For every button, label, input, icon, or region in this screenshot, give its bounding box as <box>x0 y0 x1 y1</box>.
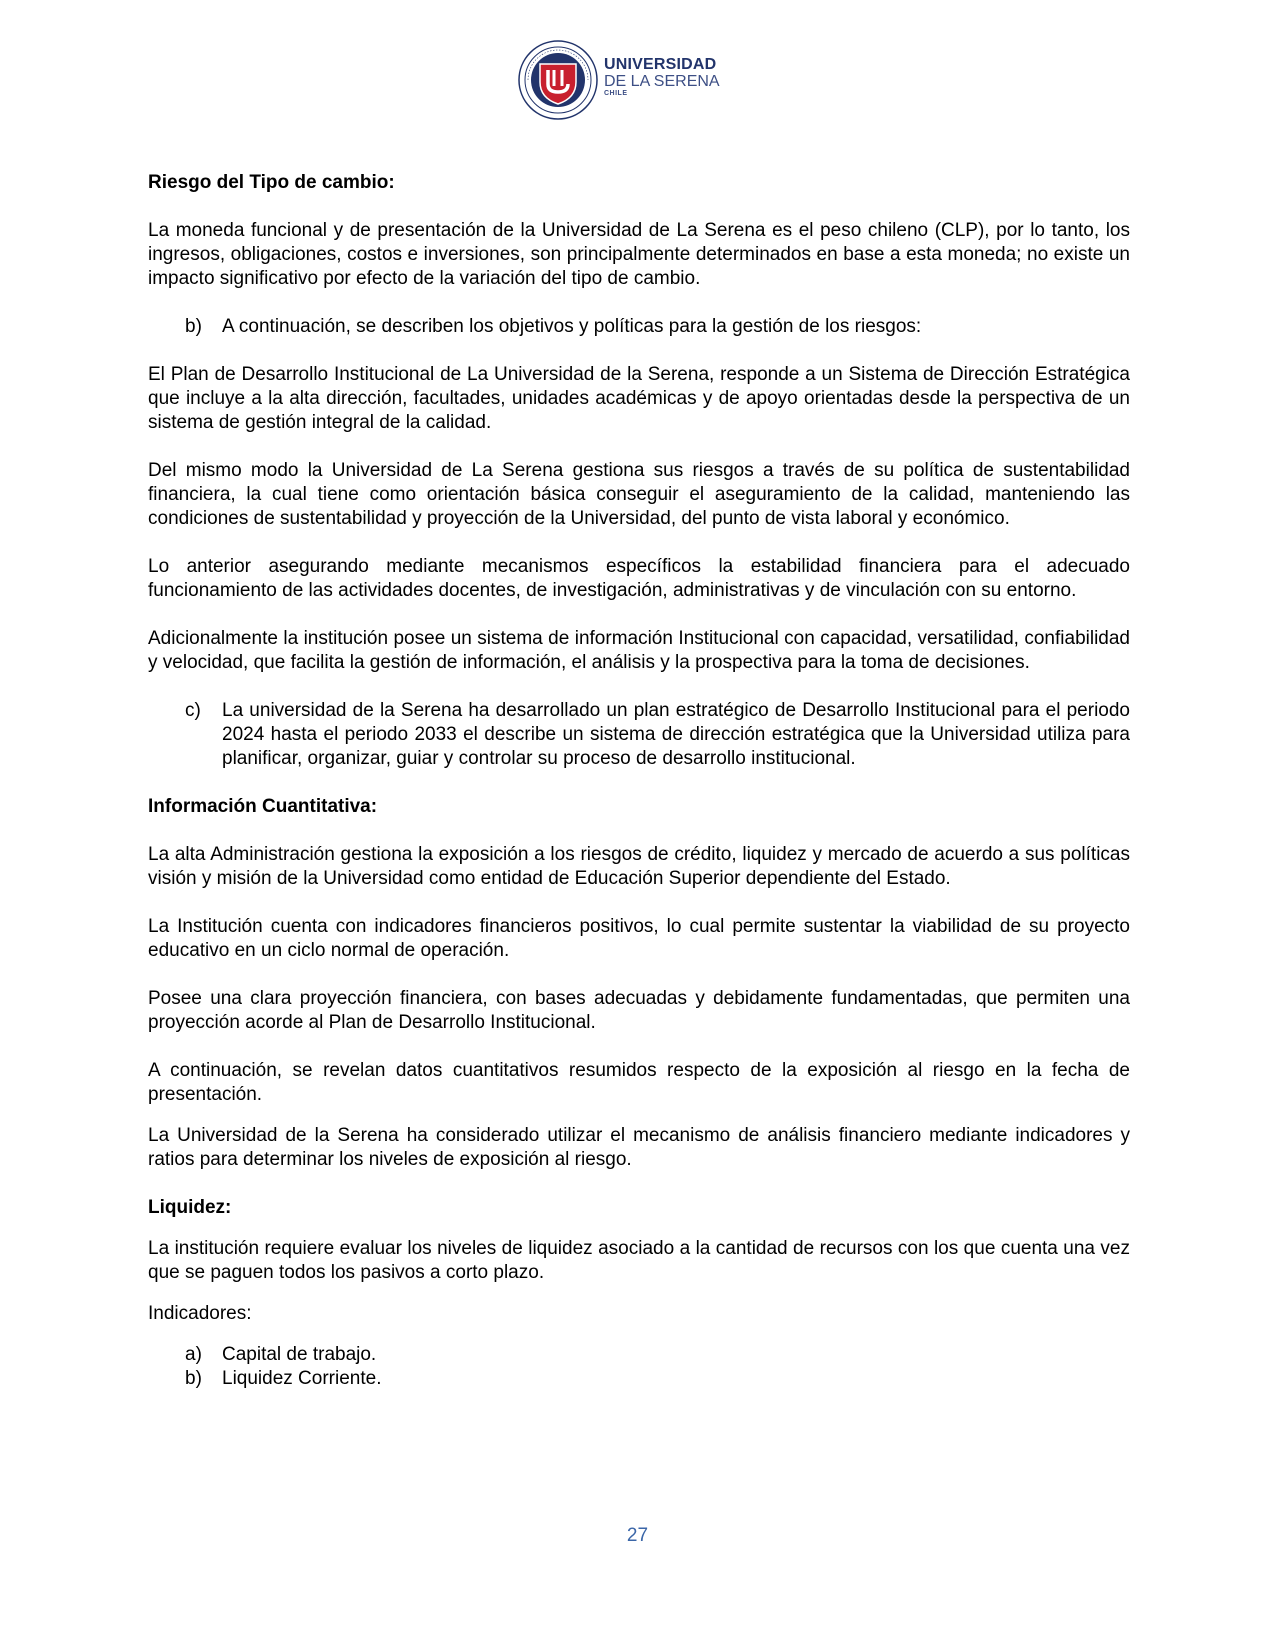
logo-line-universidad: UNIVERSIDAD <box>604 56 717 73</box>
paragraph-revelan: A continuación, se revelan datos cuantitativos resumidos respecto de la exposición al riesgo en la fecha de presentación. <box>148 1060 1130 1105</box>
heading-informacion-cuantitativa: Información Cuantitativa: <box>148 796 378 817</box>
heading-liquidez: Liquidez: <box>148 1197 232 1218</box>
logo-line-chile: CHILE <box>604 90 628 97</box>
document-body <box>148 171 1130 1391</box>
list-item-b <box>148 315 1130 339</box>
university-seal-logo <box>518 40 598 120</box>
heading-tipo-cambio: Riesgo del Tipo de cambio: <box>148 172 395 193</box>
list-marker: a) <box>185 1344 202 1365</box>
list-marker: c) <box>185 700 201 721</box>
list-text: Liquidez Corriente. <box>222 1368 382 1389</box>
paragraph-plan: El Plan de Desarrollo Institucional de La Universidad de la Serena, responde a un Sistema de Dirección Estratégica que incluye a la alta dirección, facultades, unidades académicas y de apoyo orientadas desde la perspectiva de un sistema de gestión integral de la calidad. <box>148 364 1130 433</box>
paragraph-alta-administracion: La alta Administración gestiona la exposición a los riesgos de crédito, liquidez y mercado de acuerdo a sus políticas visión y misión de la Universidad como entidad de Educación Superior dependiente del Estado. <box>148 844 1130 889</box>
logo-wordmark <box>604 56 758 98</box>
list-text: La universidad de la Serena ha desarrollado un plan estratégico de Desarrollo Institucional para el periodo 2024 hasta el periodo 2033 el describe un sistema de dirección estratégica que la Universidad utiliza para planificar, organizar, guiar y controlar su proceso de desarrollo institucional. <box>222 700 1130 769</box>
list-text: A continuación, se describen los objetivos y políticas para la gestión de los riesgos: <box>222 316 922 337</box>
paragraph-indicadores-positivos: La Institución cuenta con indicadores financieros positivos, lo cual permite sustentar la viabilidad de su proyecto educativo en un ciclo normal de operación. <box>148 916 1130 961</box>
logo-line-de-la-serena: DE LA SERENA <box>604 73 720 90</box>
list-item-c <box>148 699 1130 771</box>
paragraph-indicadores-label: Indicadores: <box>148 1303 252 1324</box>
indicator-item <box>148 1343 1130 1367</box>
indicator-item <box>148 1367 1130 1391</box>
paragraph-adicionalmente: Adicionalmente la institución posee un sistema de información Institucional con capacidad, versatilidad, confiabilidad y velocidad, que facilita la gestión de información, el análisis y la prospectiva para la toma de decisiones. <box>148 628 1130 673</box>
list-marker: b) <box>185 1368 202 1389</box>
page-number: 27 <box>626 1525 649 1546</box>
page-header <box>518 40 758 120</box>
paragraph-anterior: Lo anterior asegurando mediante mecanismos específicos la estabilidad financiera para el adecuado funcionamiento de las actividades docentes, de investigación, administrativas y de vinculación con su entorno. <box>148 556 1130 601</box>
paragraph-proyeccion: Posee una clara proyección financiera, con bases adecuadas y debidamente fundamentadas, que permiten una proyección acorde al Plan de Desarrollo Institucional. <box>148 988 1130 1033</box>
paragraph-mecanismo: La Universidad de la Serena ha considerado utilizar el mecanismo de análisis financiero mediante indicadores y ratios para determinar los niveles de exposición al riesgo. <box>148 1125 1130 1170</box>
paragraph-liquidez: La institución requiere evaluar los niveles de liquidez asociado a la cantidad de recursos con los que cuenta una vez que se paguen todos los pasivos a corto plazo. <box>148 1238 1130 1283</box>
paragraph-moneda: La moneda funcional y de presentación de la Universidad de La Serena es el peso chileno (CLP), por lo tanto, los ingresos, obligaciones, costos e inversiones, son principalmente determinados en base a esta moneda; no existe un impacto significativo por efecto de la variación del tipo de cambio. <box>148 220 1130 289</box>
list-marker: b) <box>185 316 202 337</box>
paragraph-mismo-modo: Del mismo modo la Universidad de La Serena gestiona sus riesgos a través de su política de sustentabilidad financiera, la cual tiene como orientación básica conseguir el aseguramiento de la calidad, manteniendo las condiciones de sustentabilidad y proyección de la Universidad, del punto de vista laboral y económico. <box>148 460 1130 529</box>
list-text: Capital de trabajo. <box>222 1344 377 1365</box>
